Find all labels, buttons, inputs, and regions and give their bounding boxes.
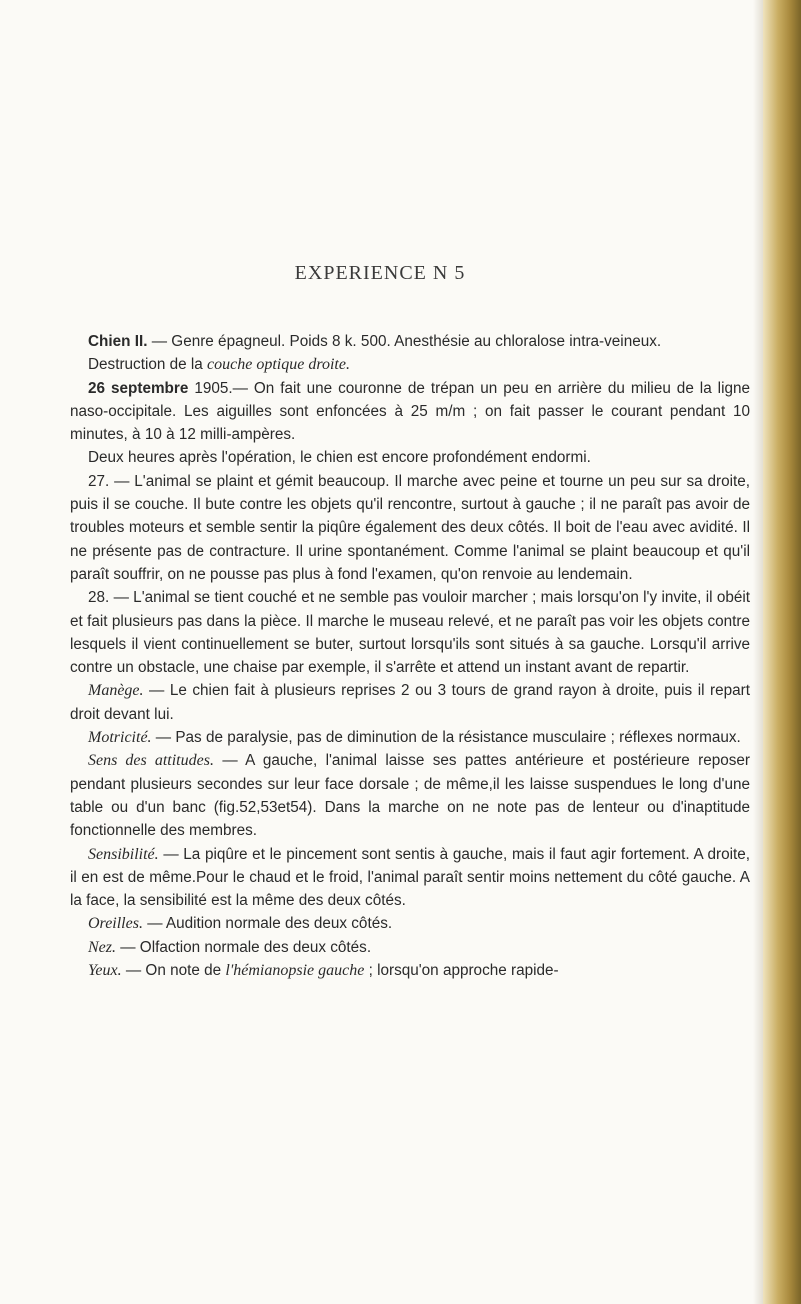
text-run: l'hémianopsie gauche	[225, 962, 365, 980]
body-text	[70, 330, 750, 982]
text-run: — On note de	[121, 962, 226, 980]
text-run: ; lorsqu'on approche rapide-	[364, 962, 559, 980]
paragraph	[70, 446, 750, 469]
text-run: Nez.	[88, 938, 116, 956]
paragraph	[70, 330, 750, 353]
text-run: Motricité.	[88, 729, 152, 747]
text-run: — Olfaction normale des deux côtés.	[116, 938, 372, 956]
paragraph	[70, 843, 750, 913]
page-edge	[763, 0, 801, 1304]
paragraph	[70, 912, 750, 935]
text-run: Deux heures après l'opération, le chien est encore profondément endormi.	[88, 449, 591, 467]
text-run: — A gauche, l'animal laisse ses pattes antérieure et postérieure reposer pendant plusieurs secondes sur leur face dorsale ; de même,il les laisse suspendues le long d'une table ou d'un banc (fig.52,53et54). Dans la marche on ne note pas de lenteur ou d'inaptitude fonctionnelle des membres.	[70, 752, 751, 840]
text-run: 26 septembre	[88, 379, 189, 397]
text-run: — Pas de paralysie, pas de diminution de la résistance musculaire ; réflexes normaux.	[151, 729, 741, 747]
text-run: 28. — L'animal se tient couché et ne semble pas vouloir marcher ; mais lorsqu'on l'y invite, il obéit et fait plusieurs pas dans la pièce. Il marche le museau relevé, et ne paraît pas voir les objets contre lesquels il vient continuellement se buter, surtout lorsqu'ils sont situés à sa gauche. Lorsqu'il arrive contre un obstacle, une chaise par exemple, il s'arrête et attend un instant avant de repartir.	[70, 589, 750, 677]
text-run: — Genre épagneul. Poids 8 k. 500. Anesthésie au chloralose intra-veineux.	[147, 333, 662, 350]
text-run: Yeux.	[88, 962, 122, 980]
text-run: — La piqûre et le pincement sont sentis à gauche, mais il faut agir fortement. A droite, il en est de même.Pour le chaud et le froid, l'animal paraît sentir moins nettement du côté gauche. A la face, la sensibilité est la même des deux côtés.	[70, 845, 750, 910]
text-run: 1905.— On fait une couronne de trépan un peu en arrière du milieu de la ligne naso-occipitale. Les aiguilles sont enfoncées à 25 m/m ; on fait passer le courant pendant 10 minutes, à 10 à 12 milli-ampères.	[70, 379, 750, 444]
text-run: Oreilles.	[88, 915, 143, 933]
page-edge-shadow	[753, 0, 763, 1304]
paragraph	[70, 726, 750, 749]
page-heading: EXPERIENCE N 5	[294, 262, 466, 284]
paragraph	[70, 679, 750, 726]
paragraph	[70, 959, 750, 982]
text-run: Manège.	[88, 682, 144, 700]
paragraph	[70, 749, 750, 842]
paragraph	[70, 586, 750, 679]
text-run: Chien II.	[88, 333, 148, 350]
text-run: 27. — L'animal se plaint et gémit beaucoup. Il marche avec peine et tourne un peu sur sa droite, puis il se couche. Il bute contre les objets qu'il rencontre, surtout à gauche ; il ne paraît pas avoir de troubles moteurs et semble sentir la piqûre également des deux côtés. Il boit de l'eau avec avidité. Il ne présente pas de contracture. Il urine spontanément. Comme l'animal se plaint beaucoup et qu'il paraît souffrir, on ne pousse pas plus à fond l'examen, qu'on renvoie au lendemain.	[70, 472, 750, 583]
text-run: couche optique droite.	[207, 356, 350, 374]
text-run: — Audition normale des deux côtés.	[142, 915, 393, 933]
text-run: Sensibilité.	[88, 845, 159, 863]
paragraph	[70, 353, 750, 376]
text-run: Destruction de la	[88, 356, 208, 374]
paragraph	[70, 470, 750, 586]
text-run: Sens des attitudes.	[88, 752, 214, 770]
paragraph	[70, 936, 750, 959]
text-run: — Le chien fait à plusieurs reprises 2 ou 3 tours de grand rayon à droite, puis il repart droit devant lui.	[70, 682, 750, 723]
paragraph	[70, 377, 750, 447]
